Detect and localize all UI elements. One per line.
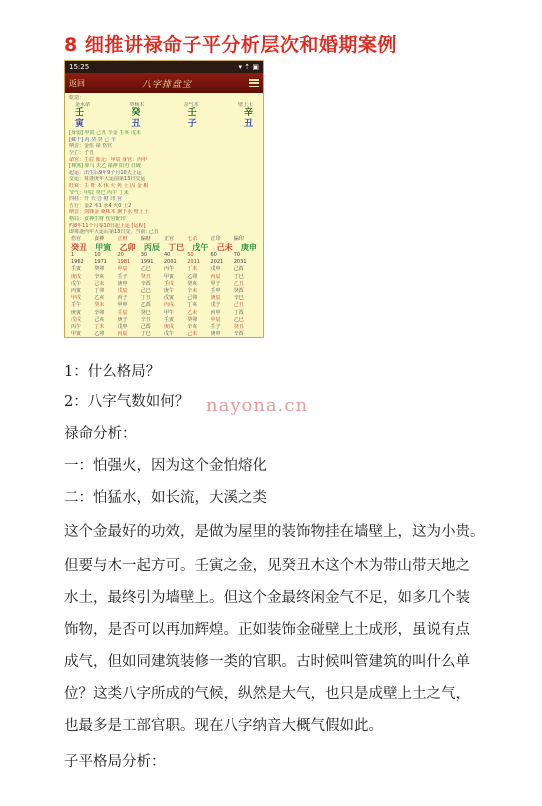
phone-status-bar — [65, 61, 263, 73]
liunian-cell: 壬子 — [210, 323, 221, 330]
liunian-cell: 己未 — [94, 280, 105, 287]
dayun-age: 60 — [210, 251, 217, 258]
liunian-cell: 丙子 — [117, 295, 128, 302]
chart-info-line: 纳音：剑锋金 桑柘木 涧下水 壁上土 — [69, 209, 149, 216]
body-paragraph-line: 成气，但如同建筑装修一类的官职。古时候叫管建筑的叫什么单 — [64, 654, 470, 670]
question-line: 2：八字气数如何？ — [64, 394, 190, 410]
liunian-cell: 壬子 — [117, 273, 128, 280]
liunian-cell: 辛丑 — [140, 316, 151, 323]
liunian-cell: 丙辰 — [210, 273, 221, 280]
chart-header: 乾造： — [69, 95, 85, 101]
article-title: 8 细推讲禄命子平分析层次和婚期案例 — [64, 34, 397, 56]
menu-icon — [249, 79, 259, 87]
liunian-cell: 庚辰 — [210, 295, 221, 302]
liunian-cell: 丁丑 — [140, 295, 151, 302]
liunian-cell: 辛巳 — [233, 295, 244, 302]
liunian-cell: 癸卯 — [187, 316, 198, 323]
liunian-cell: 辛酉 — [233, 331, 244, 338]
liunian-cell: 甲寅 — [164, 273, 175, 280]
body-paragraph-line: 水土，最终引为墙壁上。但这个金最终闲金气不足，如多几个装 — [64, 590, 470, 606]
pillar-stem: 癸 — [131, 108, 141, 119]
dayun-age: 1 — [71, 251, 75, 258]
liunian-cell: 戊子 — [210, 302, 221, 309]
body-paragraph-line: 禄命分析： — [64, 426, 137, 442]
chart-info-line: 五行：金2 木1 水4 火0 土2 — [69, 202, 132, 209]
body-paragraph-line: 但要与木一起方可。壬寅之金，见癸丑木这个木为带山带天地之 — [64, 558, 470, 574]
liunian-cell: 壬申 — [210, 287, 221, 294]
liunian-cell: 丙午 — [164, 266, 175, 273]
pillar-branch: 丑 — [131, 119, 141, 130]
watermark: nayona.cn — [206, 395, 309, 416]
chart-info-line: [身弱] 甲寅 己丑 辛金 壬亥 戊未 — [69, 130, 141, 137]
liunian-cell: 壬午 — [71, 302, 82, 309]
pillar-stem: 辛 — [243, 108, 253, 119]
dayun-ganzhi: 庚申 — [240, 242, 257, 252]
liunian-cell: 丁未 — [187, 266, 198, 273]
dayun-year: 2031 — [233, 259, 247, 266]
liunian-cell: 丁巳 — [233, 273, 244, 280]
chart-info-line: 格局：食神生财 伤官配印 — [69, 215, 126, 222]
chart-info-line: [藏干] 丙 癸 癸 己 辛 — [69, 136, 116, 143]
liunian-cell: 癸未 — [94, 302, 105, 309]
dayun-label: 偏印 — [233, 235, 244, 242]
dayun-year: 2011 — [187, 259, 200, 266]
liunian-cell: 丙辰 — [117, 331, 128, 338]
body-paragraph-line: 也最多是工部官职。现在八字纳音大概气假如此。 — [64, 718, 383, 734]
chart-info-line: 四柱：开 天 合 财 印 官 — [69, 196, 122, 203]
dayun-ganzhi: 丁巳 — [168, 242, 185, 252]
dayun-label: 七杀 — [187, 235, 198, 242]
liunian-cell: 己卯 — [187, 295, 198, 302]
liunian-cell: 庚寅 — [71, 309, 82, 316]
liunian-cell: 癸酉 — [233, 287, 244, 294]
liunian-cell: 丙戌 — [164, 302, 175, 309]
pillar-label: 壁上土 — [237, 101, 253, 108]
body-paragraph-line: 子平格局分析： — [64, 754, 166, 770]
liunian-cell: 甲寅 — [71, 331, 82, 338]
pillar-labels — [69, 102, 259, 109]
liunian-cell: 己酉 — [140, 323, 151, 330]
dayun-ganzhi: 戊午 — [192, 242, 209, 252]
chart-body — [65, 93, 263, 338]
liunian-cell: 庚申 — [210, 331, 221, 338]
liunian-cell: 戊申 — [117, 323, 128, 330]
pillar-stems — [69, 108, 259, 119]
liunian-cell: 庚子 — [117, 316, 128, 323]
chart-info-line: 起运：出生后9年9个月10天上运 — [69, 169, 142, 176]
status-icons: ▾ ⇡ ▣ — [238, 63, 259, 71]
liunian-cell: 辛亥 — [94, 273, 105, 280]
liunian-cell: 甲辰 — [117, 266, 128, 273]
liunian-cell: 戊午 — [164, 331, 175, 338]
dayun-age: 10 — [94, 251, 101, 258]
luck-note-2: 即每逢丙年大运后第13日交，当前: 己丑 — [69, 229, 159, 236]
liunian-cell: 甲午 — [164, 309, 175, 316]
luck-note: 约8年11个月零10日起上运 [运程] — [69, 222, 146, 229]
liunian-cell: 甲子 — [210, 280, 221, 287]
dayun-ganzhi: 丙辰 — [143, 242, 160, 252]
back-button: 返回 — [69, 78, 85, 88]
chart-info-line: 交运：每逢庚年大运前第13日交运 — [69, 176, 146, 183]
liunian-cell: 丁酉 — [233, 309, 244, 316]
liunian-cell: 壬戌 — [164, 280, 175, 287]
liunian-cell: 戊午 — [71, 280, 82, 287]
pillar-branch: 丑 — [243, 119, 253, 130]
liunian-cell: 辛未 — [187, 287, 198, 294]
liunian-cell: 己酉 — [233, 266, 244, 273]
body-paragraph-line: 一：怕强火，因为这个金怕熔化 — [64, 458, 267, 474]
body-paragraph-line: 这个金最好的功效，是做为屋里的装饰物挂在墙壁上，这为小贵。 — [64, 524, 485, 540]
liunian-grid — [69, 266, 259, 338]
pillar-branches — [69, 119, 259, 130]
dayun-ganzhi: 甲寅 — [95, 242, 112, 252]
app-header — [65, 73, 263, 93]
liunian-cell: 庚午 — [164, 287, 175, 294]
liunian-cell: 己丑 — [233, 302, 244, 309]
liunian-cell: 辛卯 — [94, 309, 105, 316]
dayun-age: 30 — [140, 251, 148, 258]
liunian-cell: 癸丑 — [233, 323, 244, 330]
liunian-cell: 庚申 — [117, 280, 128, 287]
liunian-cell: 癸亥 — [187, 280, 198, 287]
chart-info-line: [神煞] 驿马 天乙 禄神 阳刃 日破 — [69, 163, 141, 170]
dayun-label: 正财 — [117, 235, 128, 242]
dayun-year: 1991 — [140, 259, 154, 266]
chart-info-lines — [69, 130, 259, 222]
liunian-cell: 乙巳 — [233, 316, 244, 323]
liunian-cell: 甲戌 — [71, 295, 82, 302]
dayun-ages-row — [69, 252, 259, 259]
liunian-cell: 乙未 — [187, 309, 198, 316]
dayun-age: 70 — [233, 251, 241, 258]
liunian-cell: 乙丑 — [233, 280, 244, 287]
dayun-ganzhi-row — [69, 243, 259, 252]
liunian-cell: 癸巳 — [140, 309, 151, 316]
chart-info-line: 命宫：壬辰 胎元：甲辰 身宫：丙申 — [69, 156, 148, 163]
liunian-cell: 辛酉 — [140, 280, 151, 287]
liunian-cell: 丁巳 — [140, 331, 151, 338]
liunian-cell: 甲辰 — [210, 316, 221, 323]
liunian-cell: 戊辰 — [117, 287, 128, 294]
pillar-label: 杂气木 — [183, 101, 199, 108]
liunian-cell: 己巳 — [140, 287, 151, 294]
liunian-cell: 戊申 — [210, 266, 221, 273]
dayun-label: 正印 — [210, 235, 221, 242]
dayun-label: 食神 — [94, 235, 105, 242]
liunian-cell: 乙卯 — [187, 273, 198, 280]
liunian-cell: 丙午 — [71, 323, 82, 330]
liunian-cell: 丙寅 — [71, 287, 82, 294]
liunian-cell: 戊戌 — [71, 316, 82, 323]
dayun-year: 1981 — [117, 259, 131, 266]
body-paragraph-line: 饰物，是否可以再加辉煌。正如装饰金碰壁上土成形，虽说有点 — [64, 622, 470, 638]
liunian-cell: 乙酉 — [140, 302, 151, 309]
dayun-label: 偏财 — [140, 235, 151, 242]
liunian-cell: 丁卯 — [94, 287, 105, 294]
liunian-cell: 甲申 — [117, 302, 128, 309]
dayun-label: 伤官 — [71, 235, 82, 242]
dayun-year: 1962 — [71, 259, 84, 266]
liunian-cell: 癸卯 — [94, 266, 105, 273]
body-paragraph-line: 位？这类八字所成的气候，纵然是大气，也只是成壁上土之气， — [64, 686, 470, 702]
status-time: 15:25 — [69, 63, 90, 71]
liunian-cell: 乙卯 — [94, 331, 105, 338]
liunian-cell: 壬寅 — [71, 266, 82, 273]
pillar-branch: 子 — [187, 119, 197, 130]
dayun-age: 40 — [164, 251, 171, 258]
dayun-labels-row — [69, 236, 259, 243]
pillar-label: 癸杨木 — [129, 101, 145, 108]
liunian-cell: 癸丑 — [140, 273, 151, 280]
liunian-cell: 辛亥 — [187, 323, 198, 330]
body-paragraph-line: 二：怕猛水，如长流，大溪之类 — [64, 490, 267, 506]
liunian-cell: 庚戌 — [164, 323, 175, 330]
dayun-year: 2001 — [164, 259, 177, 266]
liunian-cell: 乙亥 — [94, 295, 105, 302]
liunian-cell: 乙巳 — [140, 266, 151, 273]
liunian-cell: 丙申 — [210, 309, 221, 316]
liunian-cell: 庚戌 — [71, 273, 82, 280]
liunian-cell: 己亥 — [94, 316, 105, 323]
dayun-year: 2021 — [210, 259, 224, 266]
chart-info-line: 节气：甲辰 癸巳 丙午 丁未 — [69, 189, 129, 196]
app-title: 八字排盘宝 — [141, 79, 192, 90]
dayun-ganzhi: 己未 — [216, 242, 233, 252]
liunian-cell: 己未 — [187, 331, 198, 338]
question-line: 1：什么格局？ — [64, 364, 161, 380]
dayun-ganzhi: 癸丑 — [71, 242, 87, 252]
dayun-age: 50 — [187, 251, 194, 258]
bazi-chart-screenshot — [64, 60, 264, 338]
dayun-year: 1971 — [94, 259, 107, 266]
pillar-stem: 壬 — [75, 108, 85, 119]
liunian-cell: 壬寅 — [164, 316, 175, 323]
dayun-age: 20 — [117, 251, 124, 258]
pillar-stem: 壬 — [187, 108, 197, 119]
chart-info-line: 旺衰：壬 旺 木 休 火 死 土 囚 金 相 — [69, 182, 149, 189]
dayun-ganzhi: 乙卯 — [119, 242, 136, 252]
pillar-label: 金水命 — [75, 101, 91, 108]
chart-info-line: 纳音：金伍 禄 伤官 — [69, 143, 113, 150]
chart-info-line: 空亡：子丑 — [69, 149, 95, 156]
pillar-branch: 寅 — [75, 119, 85, 130]
liunian-cell: 丁未 — [94, 323, 105, 330]
liunian-cell: 壬辰 — [117, 309, 128, 316]
liunian-cell: 戊寅 — [164, 295, 175, 302]
dayun-label: 正官 — [164, 235, 175, 242]
liunian-cell: 丁亥 — [187, 302, 198, 309]
